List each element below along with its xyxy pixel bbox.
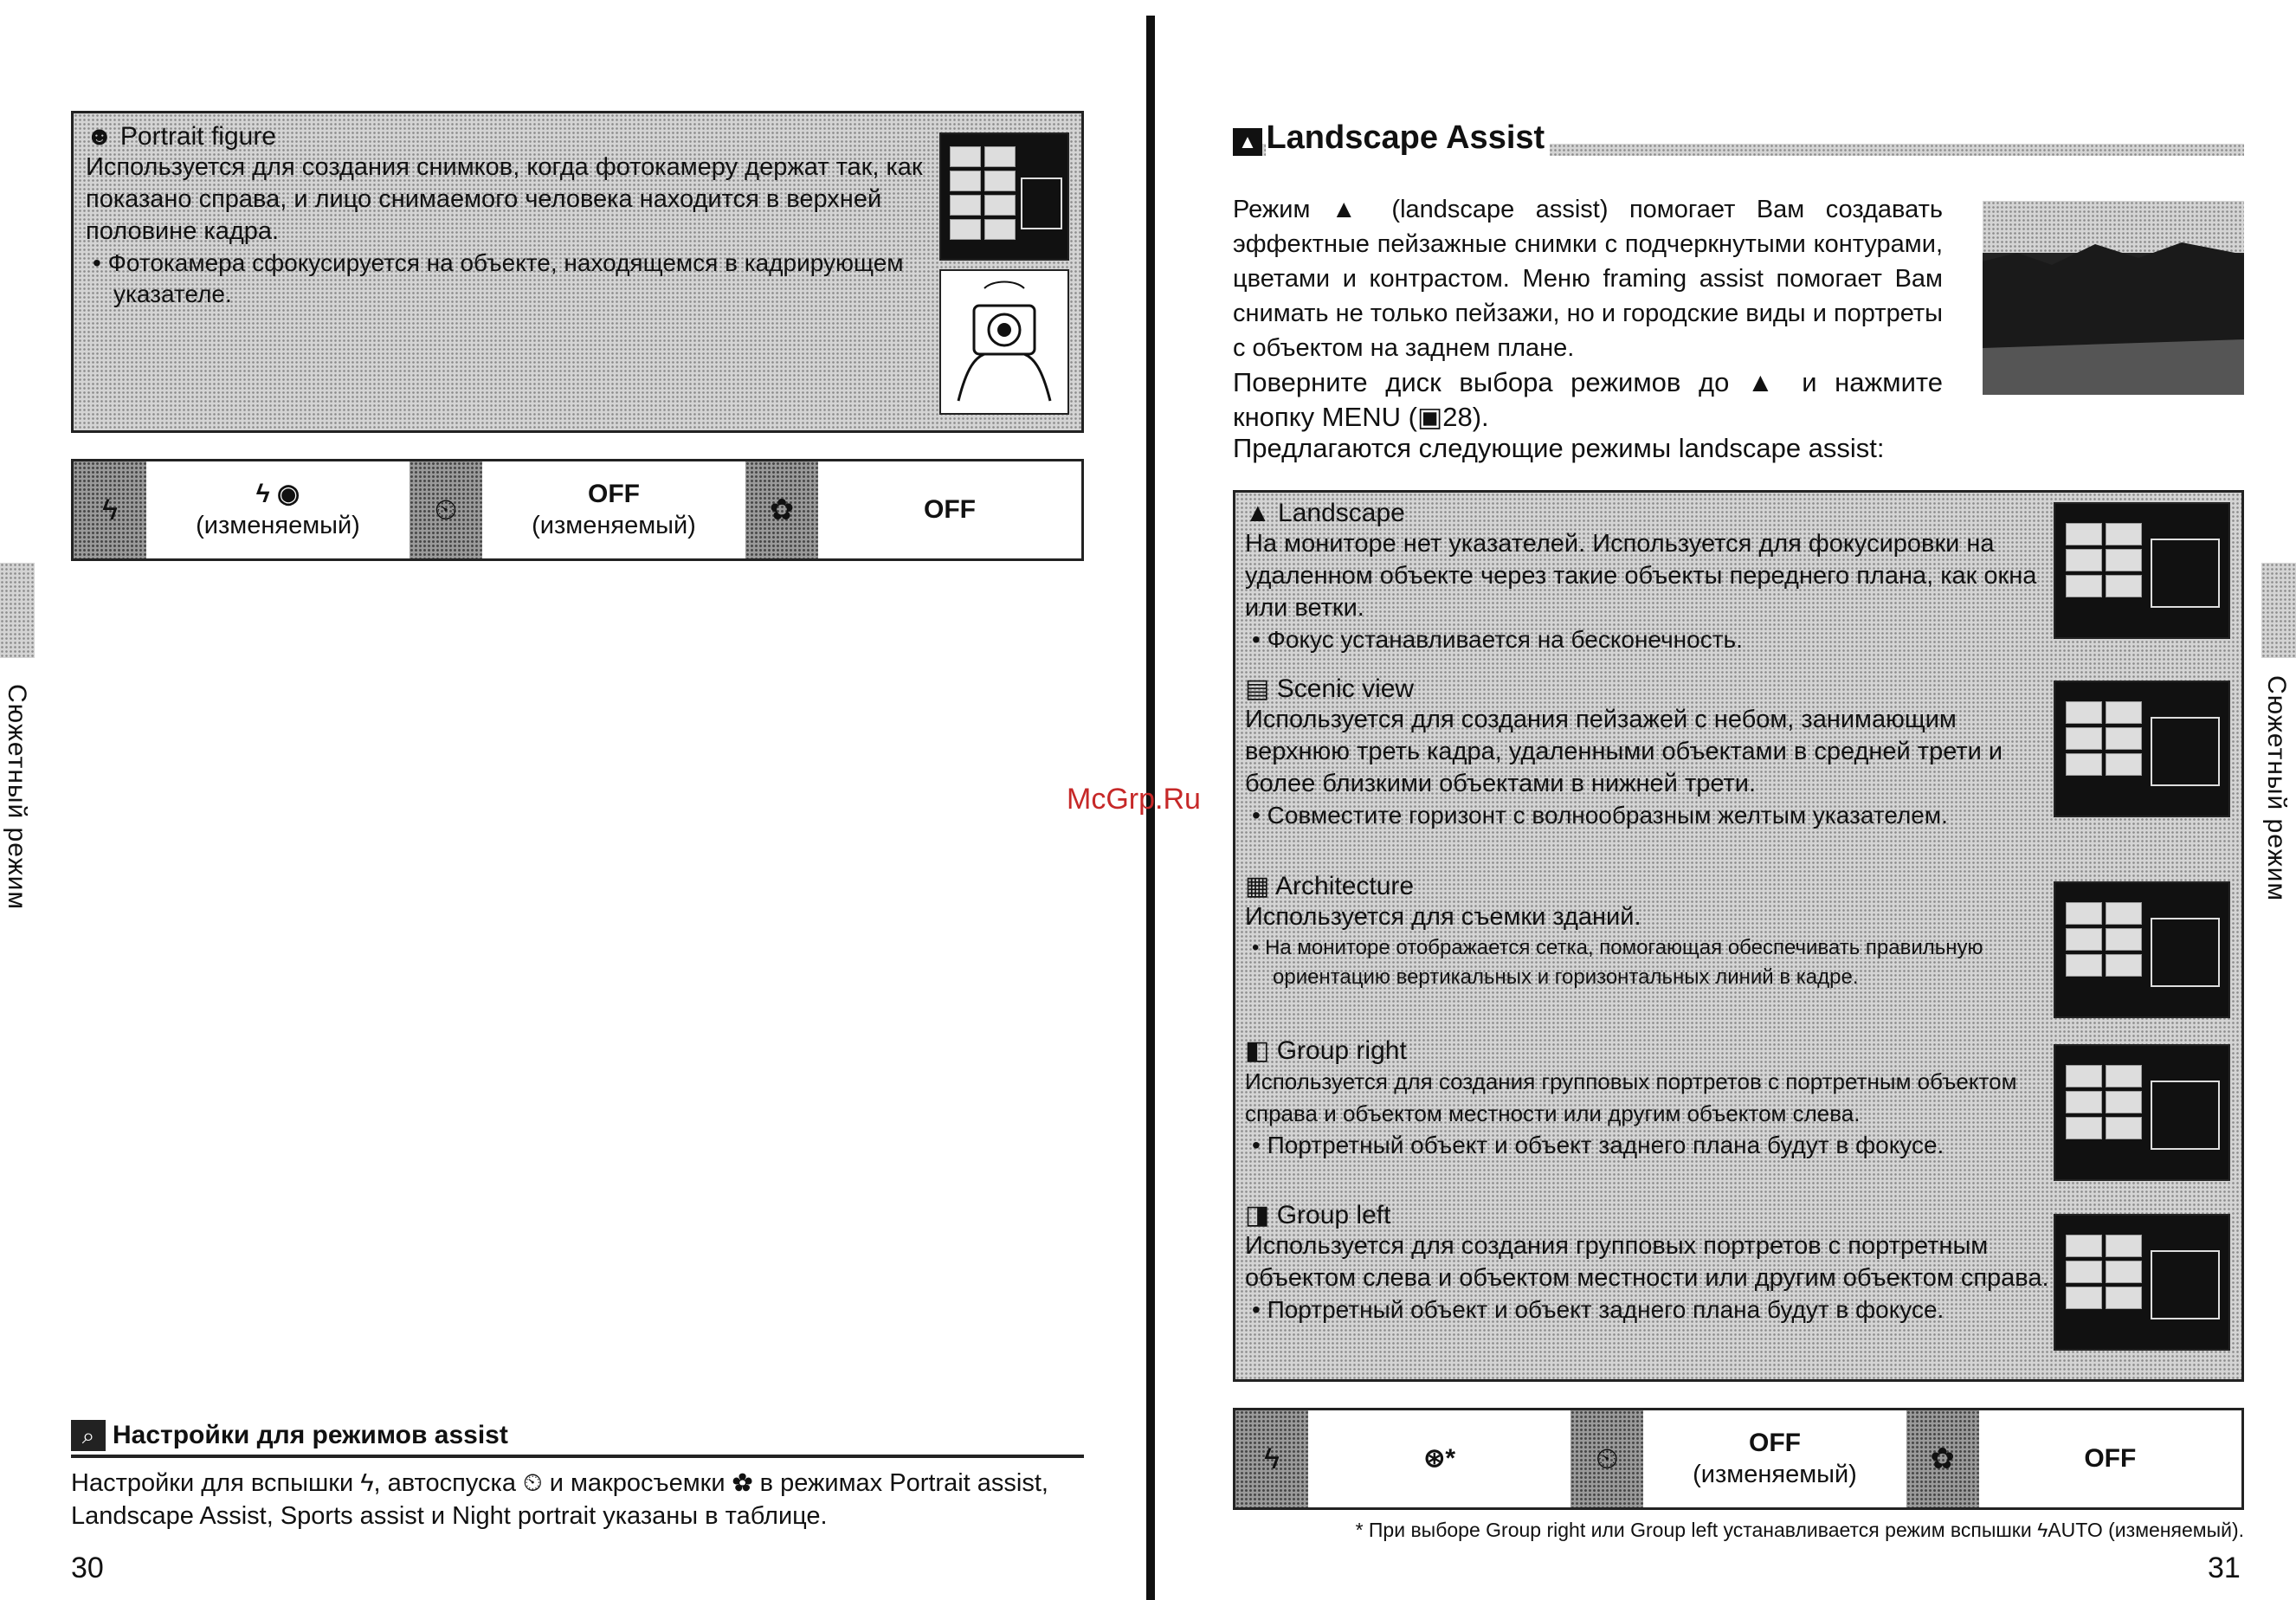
right-macro-icon: ✿ xyxy=(1906,1410,1979,1507)
mode-architecture-icon: ▦ xyxy=(1245,872,1270,900)
right-self-timer-value: OFF xyxy=(1748,1429,1801,1457)
right-macro-value: OFF xyxy=(2084,1444,2137,1473)
right-side-label: Сюжетный режим xyxy=(2262,675,2291,902)
watermark: McGrp.Ru xyxy=(1067,783,1201,816)
camera-hand-illustration xyxy=(939,269,1069,415)
right-settings-row xyxy=(1233,1408,2244,1510)
right-flash-icon: ϟ xyxy=(1235,1410,1308,1507)
left-flash-note: (изменяемый) xyxy=(196,512,360,539)
left-macro-value: OFF xyxy=(924,495,976,524)
right-flash-value: ⊛* xyxy=(1423,1444,1456,1473)
landscape-intro: Режим ▲ (landscape assist) помогает Вам создавать эффектные пейзажные снимки с подчеркнутыми контурами, цветами и контрастом. Меню framing assist помогает Вам снимать не только пейзажи, но и городские виды и портреты с объектом на заднем плане. Поверните диск выбора режимов до ▲ и нажмите кнопку MENU (▣28). xyxy=(1233,196,1943,432)
portrait-figure-box xyxy=(71,111,1084,433)
landscape-intro-modes: Предлагаются следующие режимы landscape assist: xyxy=(1233,433,1885,463)
right-page-number: 31 xyxy=(2208,1552,2241,1584)
mode-landscape-icon: ▲ xyxy=(1245,499,1271,527)
portrait-figure-monitor-thumb xyxy=(939,132,1069,261)
flash-footnote: * При выборе Group right или Group left устанавливается режим вспышки ϟAUTO (изменяемый). xyxy=(1355,1519,2244,1541)
landscape-photo xyxy=(1983,201,2244,395)
mode-architecture: ▦ Architecture Используется для съемки зданий. • На мониторе отображается сетка, помогающая обеспечивать правильную ориентацию вертикальных и горизонтальных линий в кадре. xyxy=(1245,872,1983,989)
mode-scenic-view-icon: ▤ xyxy=(1245,674,1270,703)
assist-settings-title: Настройки для режимов assist xyxy=(113,1421,508,1449)
mode-scenic-view: ▤ Scenic view Используется для создания пейзажей с небом, занимающим верхнюю треть кадра, удаленными объектами в средней трети и более близкими объектами в нижней трети. • Совместите горизонт с волнообразным желтым указателем. xyxy=(1245,674,2003,829)
mode-group-right: ◧ Group right Используется для создания групповых портретов с портретным объектом справа и объектом местности или другим объектом слева. • Портретный объект и объект заднего плана будут в фокусе. xyxy=(1245,1036,2017,1158)
landscape-icon: ▲ xyxy=(1233,128,1262,156)
mode-group-left-thumb xyxy=(2054,1214,2230,1351)
assist-settings-section xyxy=(71,1420,1084,1532)
portrait-figure-title: ☻ Portrait figure xyxy=(86,122,276,151)
mode-scenic-view-thumb xyxy=(2054,681,2230,817)
magnifier-icon: ⌕ xyxy=(71,1420,106,1451)
left-self-timer-value: OFF xyxy=(588,480,640,508)
left-side-tab-marker xyxy=(0,563,35,658)
left-page-number: 30 xyxy=(71,1552,104,1584)
left-flash-value: ϟ ◉ xyxy=(255,480,300,508)
mode-landscape: ▲ Landscape На мониторе нет указателей. Используется для фокусировки на удаленном объекте через такие объекты переднего плана, как окна или ветки. • Фокус устанавливается на бесконечность. xyxy=(1245,499,2037,653)
mode-group-left-icon: ◨ xyxy=(1245,1201,1270,1229)
mode-landscape-thumb xyxy=(2054,502,2230,639)
right-side-tab-marker xyxy=(2261,563,2296,658)
portrait-figure-text: Используется для создания снимков, когда фотокамеру держат так, как показано справа, и лицо снимаемого человека находится в верхней половине кадра. xyxy=(86,153,923,245)
landscape-assist-heading: ▲ Landscape Assist xyxy=(1233,119,2244,156)
portrait-figure-icon: ☻ xyxy=(86,122,113,151)
mode-group-right-thumb xyxy=(2054,1044,2230,1181)
macro-icon: ✿ xyxy=(745,461,818,558)
self-timer-icon: ⏲ xyxy=(410,461,482,558)
mode-group-left: ◨ Group left Используется для создания групповых портретов с портретным объектом слева и объектом местности или другим объектом справа. • Портретный объект и объект заднего плана будут в фокусе. xyxy=(1245,1201,2049,1323)
assist-settings-text: Настройки для вспышки ϟ, автоспуска ⏲ и макросъемки ✿ в режимах Portrait assist, Landscape Assist, Sports assist и Night portrait указаны в таблице. xyxy=(71,1469,1048,1530)
left-self-timer-note: (изменяемый) xyxy=(532,512,696,539)
mode-group-right-icon: ◧ xyxy=(1245,1036,1270,1065)
left-side-label: Сюжетный режим xyxy=(3,684,31,911)
right-self-timer-note: (изменяемый) xyxy=(1693,1461,1857,1488)
flash-icon: ϟ xyxy=(74,461,146,558)
left-settings-row xyxy=(71,459,1084,561)
right-self-timer-icon: ⏲ xyxy=(1570,1410,1643,1507)
portrait-figure-bullet: • Фотокамера сфокусируется на объекте, находящемся в кадрирующем указателе. xyxy=(93,249,904,307)
mode-architecture-thumb xyxy=(2054,881,2230,1018)
